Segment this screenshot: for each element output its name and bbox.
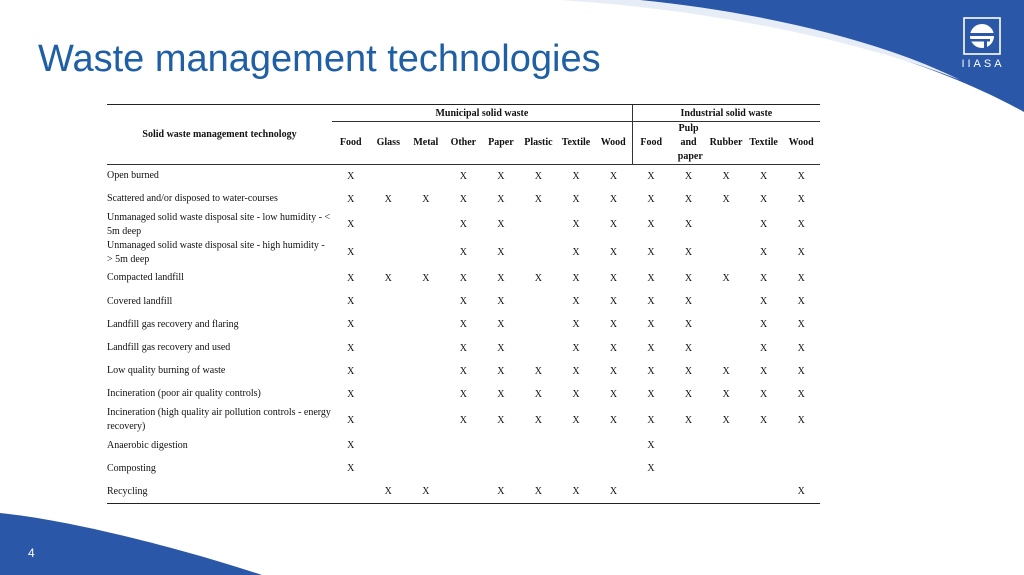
applicability-cell: [745, 457, 783, 480]
applicability-cell: X: [647, 319, 655, 331]
col-header: Other: [445, 122, 483, 165]
applicability-cell: [707, 290, 745, 313]
applicability-cell: X: [797, 193, 805, 205]
applicability-cell: X: [609, 342, 618, 354]
applicability-cell: X: [797, 388, 805, 400]
applicability-cell: [482, 457, 520, 480]
table-row: [107, 336, 820, 359]
page-number: 4: [28, 546, 35, 560]
applicability-cell: X: [684, 319, 693, 331]
applicability-cell: X: [647, 440, 655, 452]
applicability-cell: [370, 457, 408, 480]
applicability-cell: X: [347, 296, 355, 308]
applicability-cell: [520, 457, 558, 480]
applicability-cell: X: [459, 272, 467, 284]
applicability-cell: X: [647, 414, 655, 426]
technology-name: Incineration (high quality air pollution controls - energy recovery): [107, 407, 331, 432]
industrial-group-header: Industrial solid waste: [632, 105, 820, 122]
applicability-cell: X: [459, 388, 467, 400]
applicability-cell: X: [557, 480, 595, 503]
applicability-cell: X: [572, 247, 580, 259]
applicability-cell: [407, 165, 445, 188]
technology-name: Low quality burning of waste: [107, 365, 226, 377]
applicability-cell: X: [534, 170, 543, 182]
col-header: Wood: [782, 122, 820, 165]
applicability-cell: X: [497, 388, 505, 400]
applicability-cell: [707, 239, 745, 267]
page-title: Waste management technologies: [38, 38, 601, 80]
applicability-cell: X: [647, 365, 655, 377]
applicability-cell: X: [534, 388, 543, 400]
applicability-cell: X: [459, 296, 467, 308]
applicability-cell: X: [609, 319, 618, 331]
applicability-cell: X: [572, 272, 580, 284]
table-row: [107, 188, 820, 211]
applicability-cell: X: [609, 247, 618, 259]
technology-name: Recycling: [107, 480, 332, 503]
col-header: Glass: [370, 122, 408, 165]
applicability-cell: X: [459, 319, 467, 331]
applicability-cell: X: [459, 193, 467, 205]
applicability-cell: [445, 480, 483, 503]
col-header: Pulp and paper: [670, 122, 708, 165]
applicability-cell: X: [497, 193, 505, 205]
applicability-cell: X: [347, 247, 355, 259]
applicability-cell: [370, 360, 408, 383]
applicability-cell: X: [759, 193, 768, 205]
applicability-cell: X: [797, 414, 805, 426]
applicability-cell: [782, 457, 820, 480]
technology-name: Unmanaged solid waste disposal site - high humidity - > 5m deep: [107, 239, 325, 265]
applicability-cell: X: [722, 193, 730, 205]
technology-name: Anaerobic digestion: [107, 439, 188, 451]
applicability-cell: X: [572, 319, 580, 331]
table-row: [107, 406, 820, 434]
applicability-cell: X: [797, 219, 805, 231]
applicability-cell: [407, 383, 445, 406]
applicability-cell: [707, 313, 745, 336]
applicability-cell: [557, 434, 595, 457]
applicability-cell: [407, 406, 445, 434]
table-row: [107, 239, 820, 267]
technology-name: Unmanaged solid waste disposal site - low humidity - < 5m deep: [107, 211, 331, 237]
applicability-cell: X: [534, 365, 543, 377]
col-header: Metal: [407, 122, 445, 165]
applicability-cell: X: [347, 319, 355, 331]
bottom-left-swoosh: [0, 513, 262, 575]
applicability-cell: X: [572, 388, 580, 400]
table-row: [107, 457, 820, 480]
applicability-cell: X: [722, 414, 730, 426]
applicability-cell: X: [684, 414, 693, 426]
applicability-cell: X: [797, 170, 805, 182]
applicability-cell: X: [759, 247, 768, 259]
table-row: [107, 360, 820, 383]
applicability-cell: X: [609, 170, 618, 182]
table-row: [107, 313, 820, 336]
applicability-cell: [332, 480, 370, 503]
applicability-cell: [407, 211, 445, 239]
applicability-cell: X: [684, 170, 693, 182]
tech-column-header: Solid waste management technology: [107, 105, 332, 165]
applicability-cell: X: [497, 247, 505, 259]
applicability-cell: X: [482, 480, 520, 503]
applicability-cell: X: [647, 219, 655, 231]
waste-technology-table: [107, 104, 820, 504]
technology-name: Landfill gas recovery and used: [107, 342, 231, 354]
applicability-cell: X: [609, 193, 618, 205]
applicability-cell: X: [797, 272, 805, 284]
applicability-cell: [445, 457, 483, 480]
applicability-cell: X: [759, 414, 768, 426]
applicability-cell: X: [572, 342, 580, 354]
col-header: Food: [332, 122, 370, 165]
applicability-cell: X: [759, 365, 768, 377]
applicability-cell: X: [722, 272, 730, 284]
applicability-cell: X: [797, 247, 805, 259]
applicability-cell: X: [684, 247, 693, 259]
applicability-cell: X: [534, 193, 543, 205]
applicability-cell: X: [347, 414, 355, 426]
technology-name: Composting: [107, 462, 156, 474]
applicability-cell: X: [572, 219, 580, 231]
applicability-cell: X: [347, 342, 355, 354]
applicability-cell: X: [497, 365, 505, 377]
applicability-cell: X: [759, 272, 768, 284]
applicability-cell: X: [384, 193, 392, 205]
applicability-cell: [707, 434, 745, 457]
applicability-cell: X: [684, 388, 693, 400]
applicability-cell: [407, 457, 445, 480]
applicability-cell: [370, 313, 408, 336]
applicability-cell: X: [759, 388, 768, 400]
table-row: [107, 267, 820, 290]
applicability-cell: X: [520, 480, 558, 503]
applicability-cell: X: [647, 388, 655, 400]
applicability-cell: X: [497, 414, 505, 426]
applicability-cell: X: [572, 170, 580, 182]
applicability-cell: [670, 434, 708, 457]
applicability-cell: X: [684, 219, 693, 231]
applicability-cell: X: [459, 219, 467, 231]
applicability-cell: X: [497, 219, 505, 231]
applicability-cell: [445, 434, 483, 457]
applicability-cell: [782, 434, 820, 457]
applicability-cell: X: [459, 342, 467, 354]
applicability-cell: [632, 480, 670, 503]
applicability-cell: [595, 457, 633, 480]
applicability-cell: [707, 457, 745, 480]
applicability-cell: X: [407, 480, 445, 503]
applicability-cell: [370, 406, 408, 434]
applicability-cell: X: [459, 365, 467, 377]
applicability-cell: X: [347, 219, 355, 231]
table-row: [107, 165, 820, 188]
table-row: [107, 383, 820, 406]
col-header: Textile: [745, 122, 783, 165]
applicability-cell: X: [347, 193, 355, 205]
applicability-cell: [407, 313, 445, 336]
applicability-cell: X: [797, 296, 805, 308]
applicability-cell: [407, 290, 445, 313]
applicability-cell: X: [534, 272, 543, 284]
applicability-cell: X: [572, 193, 580, 205]
applicability-cell: [370, 239, 408, 267]
applicability-cell: X: [370, 480, 408, 503]
applicability-cell: X: [684, 272, 693, 284]
applicability-cell: X: [459, 414, 467, 426]
logo-wordmark: IIASA: [961, 58, 1005, 70]
applicability-cell: X: [647, 193, 655, 205]
applicability-cell: [370, 290, 408, 313]
applicability-cell: X: [759, 319, 768, 331]
applicability-cell: X: [684, 342, 693, 354]
applicability-cell: [520, 290, 558, 313]
applicability-cell: X: [782, 480, 820, 503]
applicability-cell: X: [347, 388, 355, 400]
applicability-cell: X: [647, 463, 655, 475]
applicability-cell: [407, 336, 445, 359]
applicability-cell: X: [347, 272, 355, 284]
applicability-cell: X: [497, 342, 505, 354]
applicability-cell: X: [759, 296, 768, 308]
applicability-cell: [370, 434, 408, 457]
applicability-cell: [370, 383, 408, 406]
applicability-cell: [520, 336, 558, 359]
applicability-cell: X: [647, 296, 655, 308]
col-header: Paper: [482, 122, 520, 165]
technology-name: Compacted landfill: [107, 272, 184, 284]
applicability-cell: X: [534, 414, 543, 426]
applicability-cell: X: [459, 247, 467, 259]
applicability-cell: [482, 434, 520, 457]
applicability-cell: X: [609, 388, 618, 400]
applicability-cell: X: [647, 247, 655, 259]
applicability-cell: X: [647, 170, 655, 182]
municipal-group-header: Municipal solid waste: [332, 105, 632, 122]
applicability-cell: X: [759, 219, 768, 231]
applicability-cell: X: [647, 342, 655, 354]
col-header: Plastic: [520, 122, 558, 165]
applicability-cell: [745, 480, 783, 503]
applicability-cell: X: [347, 440, 355, 452]
applicability-cell: X: [797, 319, 805, 331]
applicability-cell: [370, 165, 408, 188]
applicability-cell: X: [609, 296, 618, 308]
table-body: [107, 165, 820, 504]
technology-name: Scattered and/or disposed to water-courses: [107, 193, 278, 205]
applicability-cell: [707, 211, 745, 239]
applicability-cell: X: [497, 170, 505, 182]
applicability-cell: [707, 480, 745, 503]
applicability-cell: X: [722, 365, 730, 377]
applicability-cell: X: [459, 170, 467, 182]
applicability-cell: X: [609, 272, 618, 284]
applicability-cell: X: [722, 170, 730, 182]
applicability-cell: X: [572, 414, 580, 426]
applicability-cell: X: [609, 414, 618, 426]
applicability-cell: [407, 239, 445, 267]
applicability-cell: X: [572, 296, 580, 308]
table-row: [107, 211, 820, 239]
applicability-cell: X: [497, 296, 505, 308]
applicability-cell: X: [759, 170, 768, 182]
applicability-cell: X: [422, 193, 430, 205]
applicability-cell: [520, 239, 558, 267]
applicability-cell: X: [384, 272, 392, 284]
technology-name: Covered landfill: [107, 295, 173, 307]
applicability-cell: X: [347, 170, 355, 182]
applicability-cell: X: [647, 272, 655, 284]
technology-name: Incineration (poor air quality controls): [107, 388, 261, 400]
table-row: [107, 290, 820, 313]
applicability-cell: [595, 434, 633, 457]
col-header: Rubber: [707, 122, 745, 165]
applicability-cell: [370, 211, 408, 239]
applicability-cell: X: [595, 480, 633, 503]
applicability-cell: X: [684, 193, 693, 205]
applicability-cell: [707, 336, 745, 359]
applicability-cell: X: [797, 365, 805, 377]
table-row: [107, 434, 820, 457]
applicability-cell: X: [722, 388, 730, 400]
technology-name: Open burned: [107, 170, 159, 182]
col-header: Wood: [595, 122, 633, 165]
applicability-cell: X: [347, 365, 355, 377]
col-header: Textile: [557, 122, 595, 165]
applicability-cell: X: [797, 342, 805, 354]
applicability-cell: [520, 211, 558, 239]
applicability-cell: X: [609, 365, 618, 377]
applicability-cell: X: [684, 365, 693, 377]
applicability-cell: X: [609, 219, 618, 231]
applicability-cell: X: [684, 296, 693, 308]
applicability-cell: [520, 313, 558, 336]
applicability-cell: X: [759, 342, 768, 354]
col-header: Food: [632, 122, 670, 165]
applicability-cell: [670, 480, 708, 503]
applicability-cell: X: [497, 272, 505, 284]
applicability-cell: X: [422, 272, 430, 284]
applicability-cell: [370, 336, 408, 359]
applicability-cell: X: [572, 365, 580, 377]
applicability-cell: [670, 457, 708, 480]
applicability-cell: [407, 434, 445, 457]
applicability-cell: [407, 360, 445, 383]
applicability-cell: [557, 457, 595, 480]
applicability-cell: X: [497, 319, 505, 331]
applicability-cell: [745, 434, 783, 457]
applicability-cell: X: [347, 463, 355, 475]
technology-name: Landfill gas recovery and flaring: [107, 318, 239, 330]
table-row: [107, 480, 820, 503]
applicability-cell: [520, 434, 558, 457]
